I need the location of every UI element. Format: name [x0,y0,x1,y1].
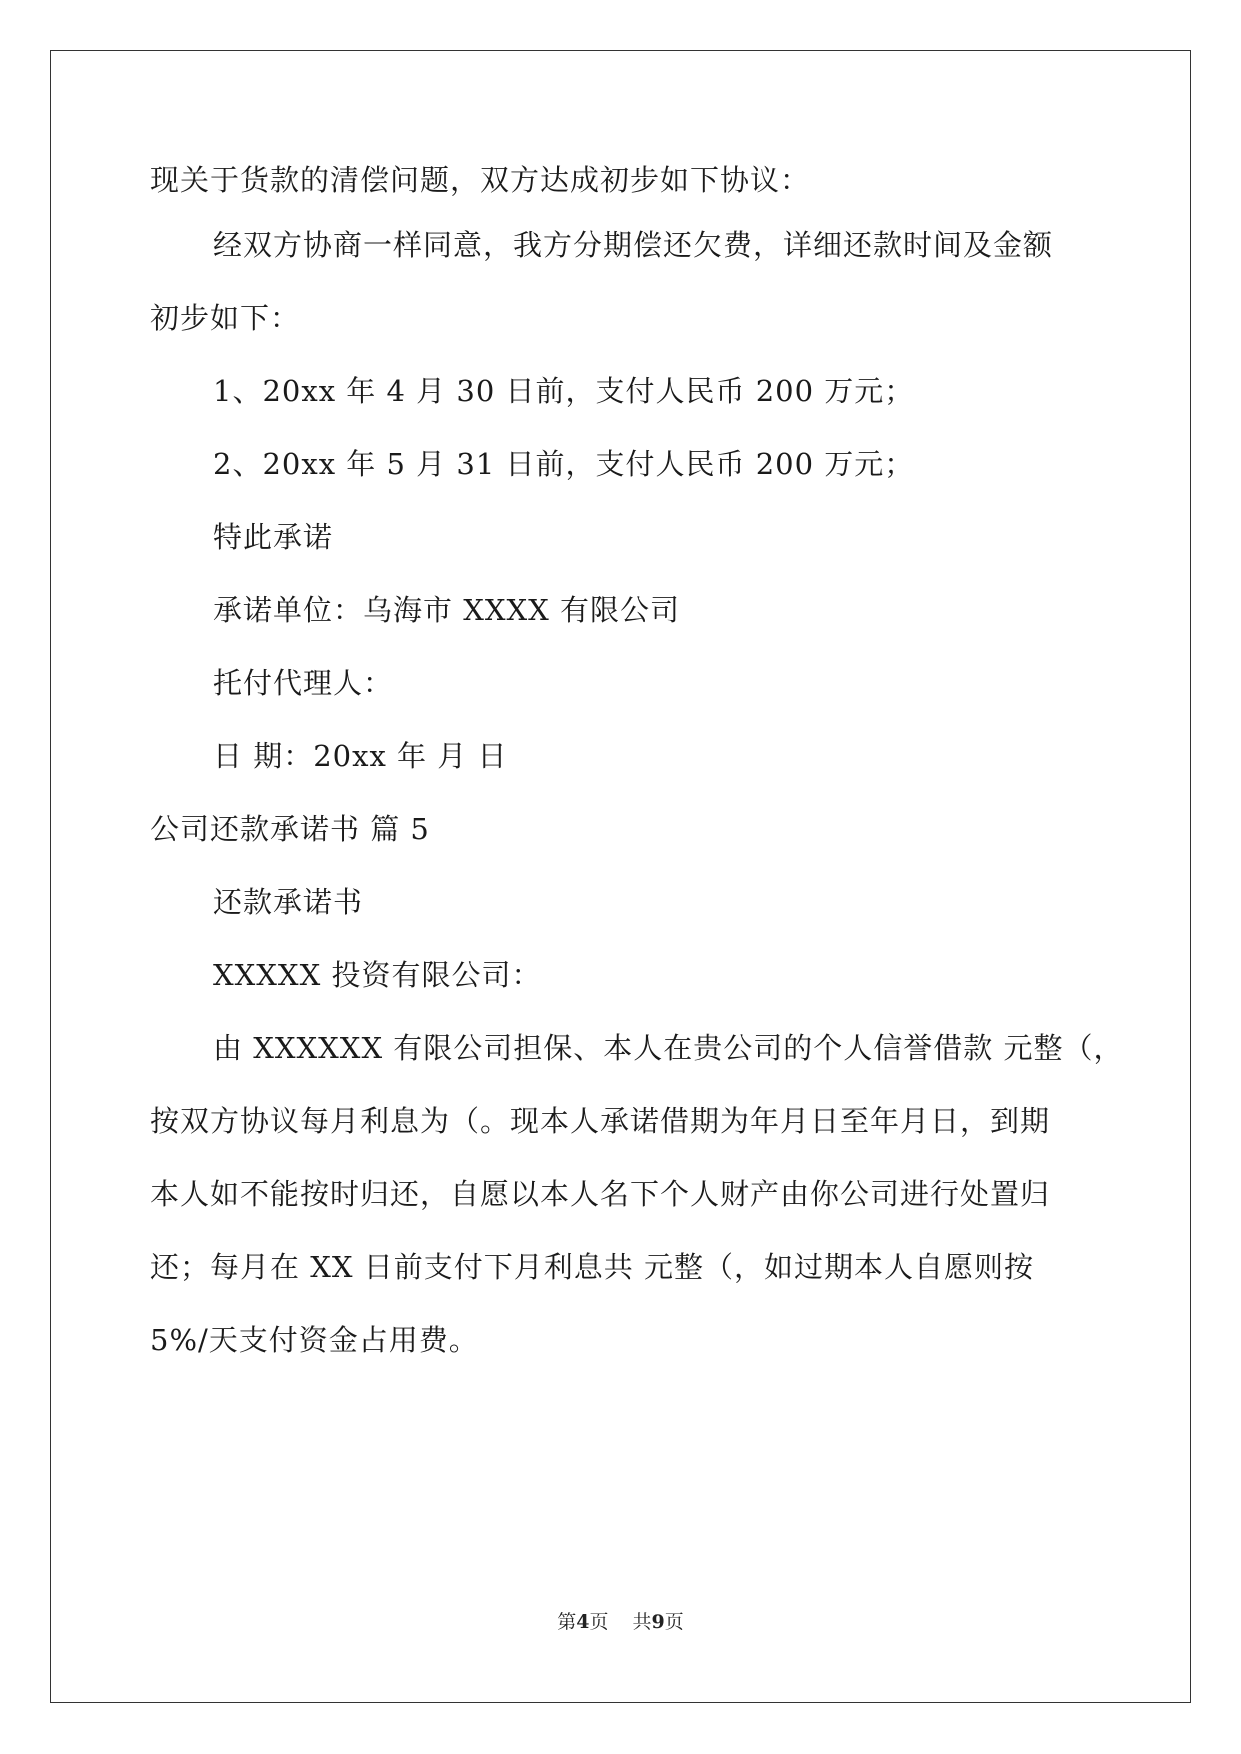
addressee: XXXXX 投资有限公司： [213,958,542,992]
paragraph-line: 由 XXXXXX 有限公司担保、本人在贵公司的个人信誉借款 元整（， [213,1031,1124,1065]
paragraph-line: 还；每月在 XX 日前支付下月利息共 元整（，如过期本人自愿则按 [150,1250,1034,1284]
section-heading: 公司还款承诺书 篇 5 [150,812,430,846]
paragraph-line: 经双方协商一样同意，我方分期偿还欠费，详细还款时间及金额 [213,228,1054,262]
paragraph-line: 初步如下： [150,301,301,335]
total-suffix: 页 [664,1611,684,1633]
page-suffix: 页 [589,1611,609,1633]
page-footer [0,1610,1241,1634]
total-pages: 9 [651,1611,665,1633]
paragraph-line: 特此承诺 [213,520,334,554]
total-prefix: 共 [632,1611,652,1633]
page-number: 4 [576,1611,590,1633]
list-item: 2、20xx 年 5 月 31 日前，支付人民币 200 万元； [213,447,915,481]
document-title: 还款承诺书 [213,885,364,919]
list-item: 1、20xx 年 4 月 30 日前，支付人民币 200 万元； [213,374,915,408]
page-prefix: 第 [557,1611,577,1633]
signing-unit: 承诺单位：乌海市 XXXX 有限公司 [213,593,681,627]
paragraph-line: 现关于货款的清偿问题，双方达成初步如下协议： [150,163,811,197]
paragraph-line: 按双方协议每月利息为（。现本人承诺借期为年月日至年月日，到期 [150,1104,1051,1138]
date-line: 日 期：20xx 年 月 日 [213,739,508,773]
agent-line: 托付代理人： [213,666,394,700]
paragraph-line: 5%/天支付资金占用费。 [150,1323,479,1357]
paragraph-line: 本人如不能按时归还，自愿以本人名下个人财产由你公司进行处置归 [150,1177,1051,1211]
